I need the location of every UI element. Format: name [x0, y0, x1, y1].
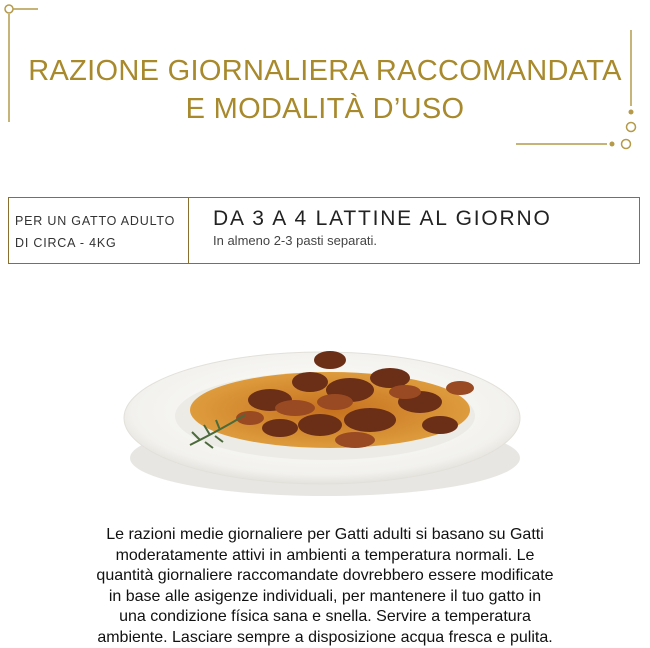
cat-size-cell — [9, 198, 189, 263]
description-line: in base alle asigenze individuali, per mantenere il tuo gatto in — [0, 587, 650, 608]
ration-cell — [189, 198, 552, 263]
description-line: una condizione física sana e snella. Servire a temperatura — [0, 607, 650, 628]
ration-note: In almeno 2-3 pasti separati. — [213, 233, 552, 248]
ration-amount: DA 3 A 4 LATTINE AL GIORNO — [213, 207, 552, 231]
description-line: quantità giornaliere raccomandate dovrebbero essere modificate — [0, 566, 650, 587]
cat-size-line-2: DI CIRCA - 4KG — [15, 232, 188, 254]
page-title — [0, 52, 650, 128]
title-line-1: RAZIONE GIORNALIERA RACCOMANDATA — [0, 52, 650, 90]
description-line: Le razioni medie giornaliere per Gatti adulti si basano su Gatti — [0, 525, 650, 546]
usage-description — [0, 525, 650, 648]
ration-table — [8, 197, 640, 264]
title-line-2: E MODALITÀ D’USO — [0, 90, 650, 128]
description-line: moderatamente attivi in ambienti a temperatura normali. Le — [0, 546, 650, 567]
description-line: ambiente. Lasciare sempre a disposizione acqua fresca e pulita. — [0, 628, 650, 648]
food-plate-image — [120, 330, 530, 500]
cat-size-line-1: PER UN GATTO ADULTO — [15, 210, 188, 232]
